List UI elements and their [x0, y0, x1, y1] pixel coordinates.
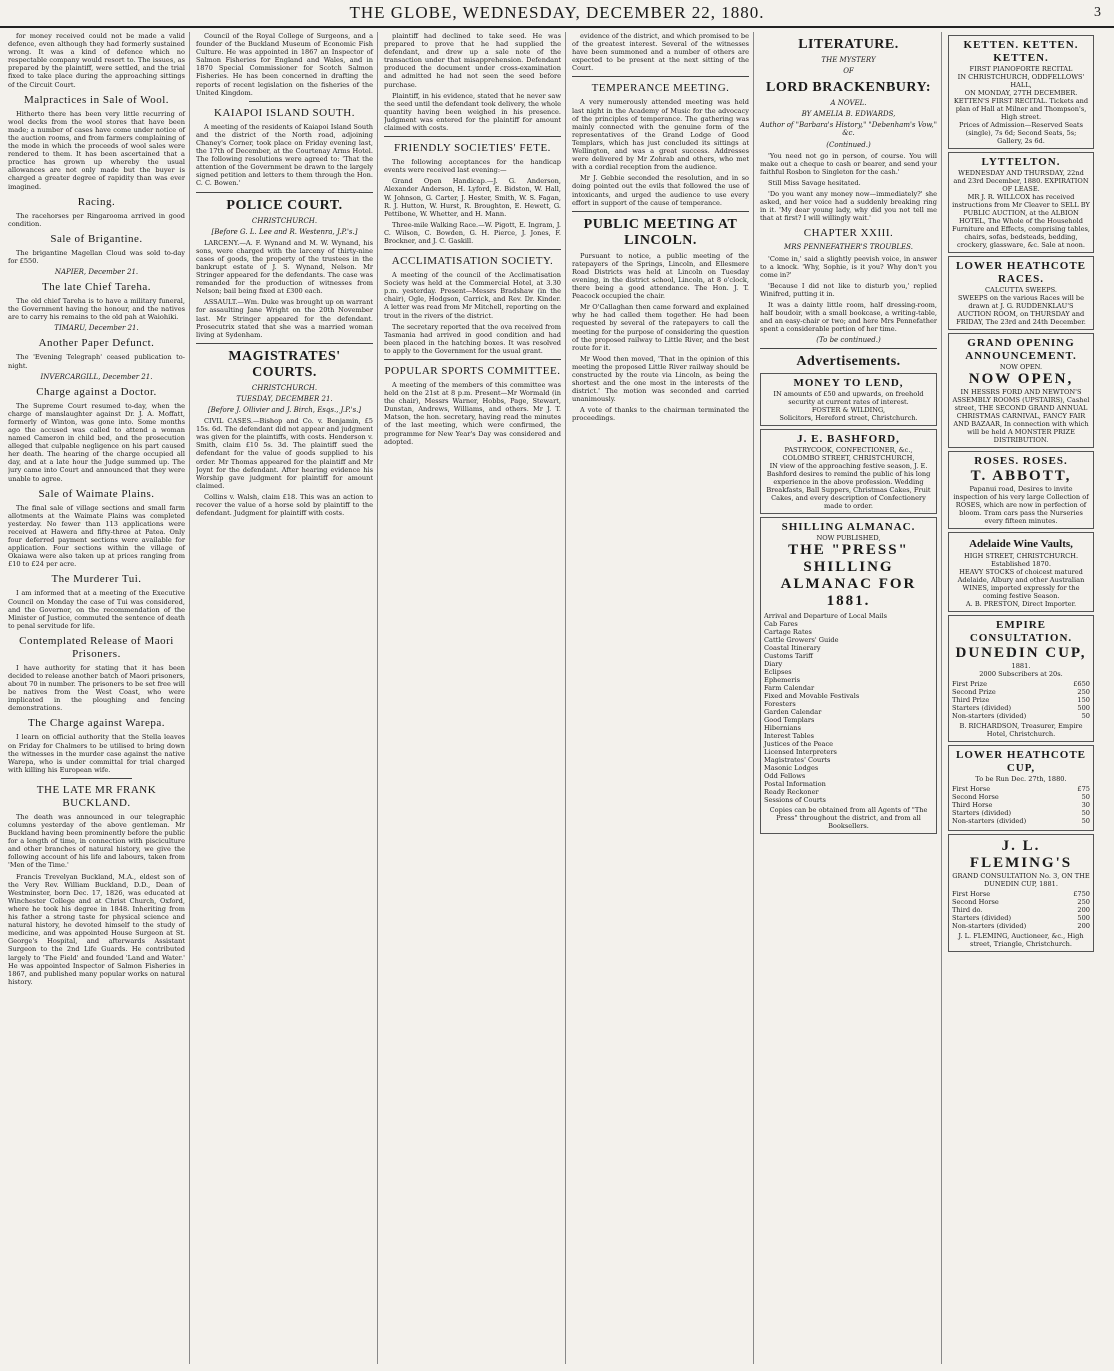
advert-text: Copies can be obtained from all Agents of "The Press" throughout the district, and from all Booksellers.: [769, 806, 928, 831]
prize-row: [952, 898, 1090, 906]
advert-subtitle: WEDNESDAY AND THURSDAY, 22nd and 23rd December, 1880. EXPIRATION OF LEASE.: [953, 169, 1089, 193]
advert-firm: A. B. PRESTON, Direct Importer.: [965, 600, 1077, 608]
article-text: The old chief Tareha is to have a military funeral, the Government having the honour, and the natives are to carry his remains to the old pah at Waiohiki.: [8, 297, 185, 322]
prize-label: Starters (divided): [952, 914, 1012, 922]
list-item: Cab Fares: [764, 620, 798, 629]
page-number: 3: [1094, 5, 1102, 20]
article-heading: Contemplated Release of Maori Prisoners.: [19, 634, 174, 660]
column-3: [384, 32, 566, 1364]
article-text: The death was announced in our telegraphic columns yesterday of the above gentleman. Mr Buckland having been prominently before the public for a length of time, in connection with pisciculture and other branches of natural history, we give the following account of his life and labours, taken from 'Men of the Time.': [8, 812, 185, 870]
advert-title: MONEY TO LEND,: [793, 377, 904, 390]
prize-amount: 50: [1081, 817, 1090, 825]
list-item: Foresters: [764, 700, 796, 709]
advert-text: IN HESSRS FORD AND NEWTON'S ASSEMBLY ROOMS (UPSTAIRS), Cashel street, THE SECOND GRAND ANNUAL CHRISTMAS CARNIVAL, FANCY FAIR AND BAZAAR, In connection with which will be held A MONSTER PRIZE DISTRIBUTION.: [952, 388, 1090, 444]
list-item: Good Templars: [764, 716, 815, 725]
prize-row: [952, 793, 1090, 801]
article-heading: Another Paper Defunct.: [38, 337, 155, 350]
article-subheading: [Before G. L. Lee and R. Westenra, J.P.'s.]: [211, 227, 358, 236]
list-item: Arrival and Departure of Local Mails: [764, 612, 888, 621]
column-4: [572, 32, 754, 1364]
advert-headline: J. L. FLEMING'S: [969, 838, 1073, 871]
article-text: I learn on official authority that the Stella leaves on Friday for Chalmers to be utilised to bring down the witnesses in the murder case against the native Warepa, who is under committal for trial charged with killing his European wife.: [8, 733, 185, 774]
advert-title: J. E. BASHFORD,: [797, 433, 900, 446]
prize-row: [952, 785, 1090, 793]
prize-amount: 200: [1077, 922, 1090, 930]
advert-prices: Prices of Admission—Reserved Seats (single), 7s 6d; Second Seats, 5s; Gallery, 2s 6d.: [959, 121, 1083, 145]
prize-label: Starters (divided): [952, 704, 1012, 712]
section-heading-literature: LITERATURE.: [798, 37, 899, 52]
prize-amount: £750: [1073, 890, 1090, 898]
advert-lyttelton-sale: [948, 152, 1094, 253]
article-heading: TEMPERANCE MEETING.: [591, 82, 730, 95]
list-item: Licensed Interpreters: [764, 748, 837, 757]
prize-amount: 250: [1077, 688, 1090, 696]
article-heading: THE LATE MR FRANK BUCKLAND.: [36, 783, 157, 809]
prize-label: Third do.: [952, 906, 983, 914]
article-heading: POPULAR SPORTS COMMITTEE.: [384, 365, 561, 377]
article-text: The secretary reported that the ova received from Tasmania had arrived in good condition and had been placed in the hatching boxes. It was resolved to apply to the Government for the usual grant.: [384, 322, 561, 355]
advert-text: SWEEPS on the various Races will be drawn at J. G. RUDDENKLAU'S AUCTION ROOM, on THURSDAY and FRIDAY, The 23rd and 24th December.: [956, 294, 1086, 326]
serial-subtitle: OF: [843, 67, 854, 76]
prize-row: [952, 817, 1090, 825]
prize-amount: 500: [1077, 704, 1090, 712]
prize-label: Starters (divided): [952, 809, 1012, 817]
article-text: Mr O'Callaghan then came forward and explained why he had called them together. He had been requested by several of the ratepayers to call the meeting for the purpose of considering the question of the proposed railway to Little River, and the best route for it.: [572, 303, 749, 352]
prize-list: [952, 785, 1090, 825]
advertisements-heading: Advertisements.: [796, 354, 901, 370]
column-6-advertisements: [948, 32, 1098, 1364]
list-item: Garden Calendar: [764, 708, 822, 717]
prize-row: [952, 801, 1090, 809]
article-subheading: CHRISTCHURCH.: [251, 216, 318, 225]
article-text: 'Come in,' said a slightly peevish voice, in answer to a knock. 'Why, Sophie, is it you? Why don't you come in?': [760, 254, 937, 279]
advert-adelaide-wine-vaults: [948, 532, 1094, 612]
prize-label: Non-starters (divided): [952, 817, 1027, 825]
article-text: Francis Trevelyan Buckland, M.A., eldest son of the Very Rev. William Buckland, D.D., Dean of Westminster, born Dec. 17, 1826, was educated at Winchester College and at Christ Church, Oxford, where he took his degree in 1848. Inheriting from his father a strong taste for physical science and natural history, he devoted himself to the study of medicine, and was appointed House Surgeon at St. George's Hospital, and afterwards Assistant Surgeon to the 2nd Life Guards. He contributed largely to 'The Field' and founded 'Land and Water.' He was appointed Inspector of Salmon Fisheries in 1867, and published many popular works on natural history.: [8, 872, 185, 986]
list-item: Cartage Rates: [764, 628, 812, 637]
advert-title: Adelaide Wine Vaults,: [969, 538, 1073, 550]
article-heading: Sale of Brigantine.: [50, 232, 143, 245]
advert-ketten-recital: [948, 35, 1094, 149]
article-text: The 'Evening Telegraph' ceased publication to-night.: [8, 353, 185, 370]
article-text: 'You need not go in person, of course. You will make out a cheque to cash or bearer, and send your faithful Rosbon to Singleton for the cash.': [760, 151, 937, 176]
list-item: Justices of the Peace: [764, 740, 834, 749]
divider: [572, 211, 749, 212]
advert-subtitle: NOW PUBLISHED,: [816, 534, 881, 543]
list-item: Coastal Itinerary: [764, 644, 821, 653]
advert-headline: NOW OPEN,: [968, 371, 1074, 387]
article-text: I am informed that at a meeting of the Executive Council on Monday the case of Tui was considered, and the Governor, on the recommendation of the Minister of Justice, commuted the sentence of death to penal servitude for life.: [8, 589, 185, 630]
chapter-heading: CHAPTER XXIII.: [803, 227, 894, 240]
article-text: for money received could not be made a valid defence, even although they had formerly sustained wrong. It was a kind of defence which no respectable company would resort to. The issues, as prepared by the plaintiff, were settled, and the trial fixed to take place during the approaching sittings of the Circuit Court.: [8, 32, 185, 89]
prize-label: Third Horse: [952, 801, 993, 809]
article-heading: POLICE COURT.: [226, 197, 343, 213]
prize-row: [952, 809, 1090, 817]
prize-list: [952, 890, 1090, 930]
divider: [384, 249, 561, 250]
article-text: Plaintiff, in his evidence, stated that he never saw the seed until the defendant took delivery, the whole quantity having been weighed in his presence. Judgment was entered for the plaintiff for amount claimed with costs.: [384, 91, 561, 133]
serial-byline: Author of "Barbara's History," "Debenham's Vow," &c.: [760, 121, 937, 138]
advert-text: 2000 Subscribers at 20s.: [979, 670, 1063, 678]
serial-subtitle: A NOVEL.: [830, 99, 867, 108]
list-item: Eclipses: [764, 668, 792, 677]
advert-text: IN view of the approaching festive season, J. E. Bashford desires to remind the public of his long experience in the above profession. Wedding Breakfasts, Ball Suppers, Christmas Cakes, Fruit Cakes, and every description of Confectionery made to order.: [766, 462, 931, 511]
prize-amount: 50: [1081, 809, 1090, 817]
article-subheading: [Before J. Ollivier and J. Birch, Esqs., J.P.'s.]: [207, 406, 362, 414]
advert-headline: THE "PRESS" SHILLING ALMANAC FOR 1881.: [780, 542, 917, 610]
column-1: [8, 32, 190, 1364]
article-heading: The Murderer Tui.: [51, 573, 142, 586]
article-text: A very numerously attended meeting was held last night in the Academy of Music for the advocacy of the principles of temperance. The gathering was mainly connected with the genuine form of the representatives of the Grand Lodge of Good Templars, which has just concluded its sittings at Wellington, and was a great success. Addresses were delivered by Mr Zohrab and others, who met with a cordial reception from the audience.: [572, 98, 749, 172]
prize-row: [952, 890, 1090, 898]
dateline: TIMARU, December 21.: [54, 324, 139, 333]
prize-amount: 30: [1081, 801, 1090, 809]
prize-amount: £75: [1077, 785, 1090, 793]
article-text: ASSAULT.—Wm. Duke was brought up on warrant for assaulting Jane Wright on the 20th November last. Mr Stringer appeared for the defendant. Prosecutrix stated that she was a married woman living at Sydenham.: [196, 298, 373, 339]
advert-text: MR J. R. WILLCOX has received instructions from Mr Cleaver to SELL BY PUBLIC AUCTION, at the ALBION HOTEL, The Whole of the Household Furniture and Effects, comprising tables, chairs, sofas, bedsteads, bedding, crockery, glassware, &c. Sale at noon.: [952, 193, 1090, 249]
article-text: The following acceptances for the handicap events were received last evening:—: [384, 158, 561, 175]
prize-label: Second Prize: [952, 688, 996, 696]
article-text: It was a dainty little room, half dressing-room, half boudoir, with a small bookcase, a writing-table, and an easy-chair or two; and here Mrs Pennefather spent a considerable portion of her time.: [760, 300, 937, 334]
article-heading: The late Chief Tareha.: [42, 281, 151, 294]
article-date: TUESDAY, DECEMBER 21.: [236, 394, 333, 403]
column-5: [760, 32, 942, 1364]
advert-firm: B. RICHARDSON, Treasurer, Empire Hotel, Christchurch.: [959, 722, 1083, 738]
article-text: The racehorses per Ringarooma arrived in good condition.: [8, 211, 185, 228]
advert-title: KETTEN. KETTEN. KETTEN.: [963, 39, 1079, 64]
advert-firm: J. L. FLEMING, Auctioneer, &c., High street, Triangle, Christchurch.: [958, 932, 1084, 948]
prize-row: [952, 688, 1090, 696]
prize-row: [952, 906, 1090, 914]
advert-bashford: [760, 429, 937, 514]
list-item: Ephemeris: [764, 676, 800, 685]
advert-subtitle: To be Run Dec. 27th, 1880.: [975, 775, 1067, 783]
list-item: Diary: [764, 660, 783, 669]
serial-title: LORD BRACKENBURY:: [765, 80, 931, 96]
prize-label: Third Prize: [952, 696, 990, 704]
divider: [61, 778, 132, 779]
article-heading: The Charge against Warepa.: [28, 717, 165, 730]
divider: [384, 359, 561, 360]
article-text: Mr Wood then moved, 'That in the opinion of this meeting the proposed Little River railway should be constructed by the route via Lincoln, as being the shortest and the one most in the interests of the district.' The motion was seconded and carried unanimously.: [572, 354, 749, 404]
prize-label: Second Horse: [952, 898, 999, 906]
prize-amount: 150: [1077, 696, 1090, 704]
article-text: Grand Open Handicap.—J. G. Anderson, Alexander Anderson, H. Lyford, E. Bidston, W. Hall, W. Johnson, G. Carter, J. Hester, Smith, W. S. Fagan, R. J. Hutton, W. Hurst, R. Broughton, E. Hewett, G. Pettibone, W. Whetter, and H. Mann.: [384, 177, 561, 218]
advert-place: IN CHRISTCHURCH, ODDFELLOWS' HALL,: [957, 73, 1085, 89]
divider: [760, 348, 937, 349]
advert-heathcote-races: [948, 256, 1094, 330]
list-item: Cattle Growers' Guide: [764, 636, 839, 645]
prize-amount: 200: [1077, 906, 1090, 914]
list-item: Odd Fellows: [764, 772, 806, 781]
prize-amount: £650: [1073, 680, 1090, 688]
article-text: Council of the Royal College of Surgeons, and a founder of the Buckland Museum of Economic Fish Culture. He was appointed in 1867 an Inspector of Salmon Fisheries for England and Wales, and in 1870 Special Commissioner for Scotch Salmon Fisheries. He has been concerned in drafting the reports of recent legislation on the fisheries of the United Kingdom.: [196, 32, 373, 97]
article-heading: ACCLIMATISATION SOCIETY.: [391, 255, 554, 268]
advert-text: HEAVY STOCKS of choicest matured Adelaide, Albury and other Australian WINES, imported expressly for the coming festive Season.: [957, 568, 1085, 600]
prize-amount: 500: [1077, 914, 1090, 922]
prize-label: First Prize: [952, 680, 988, 688]
prize-label: Second Horse: [952, 793, 999, 801]
advert-headline: T. ABBOTT,: [970, 468, 1072, 484]
advert-money-to-lend: [760, 373, 937, 426]
article-text: Collins v. Walsh, claim £18. This was an action to recover the value of a horse sold by plaintiff to the defendant. Judgment for plaintiff with costs.: [196, 492, 373, 518]
advert-title: GRAND OPENING ANNOUNCEMENT.: [965, 337, 1077, 362]
masthead: [0, 0, 1114, 28]
article-heading: KAIAPOI ISLAND SOUTH.: [214, 106, 355, 119]
article-heading: Racing.: [77, 195, 116, 208]
list-item: Ready Reckoner: [764, 788, 819, 797]
dateline: NAPIER, December 21.: [54, 267, 139, 276]
prize-label: First Horse: [952, 785, 991, 793]
article-heading: Sale of Waimate Plains.: [38, 487, 155, 500]
list-item: Sessions of Courts: [764, 796, 826, 805]
article-text: A vote of thanks to the chairman terminated the proceedings.: [572, 406, 749, 423]
advert-title: LYTTELTON.: [981, 156, 1061, 168]
advert-text: IN amounts of £50 and upwards, on freehold security at current rates of interest.: [773, 390, 924, 407]
article-text: evidence of the district, and which promised to be of the greatest interest. Several of the witnesses have been summoned and a number of others are expected to be present at the next sitting of the Court.: [572, 32, 749, 73]
prize-row: [952, 914, 1090, 922]
prize-amount: 50: [1081, 793, 1090, 801]
advert-grand-opening: [948, 333, 1094, 448]
advert-title: EMPIRE CONSULTATION.: [969, 619, 1073, 644]
list-item: Postal Information: [764, 780, 826, 789]
list-item: Hibernians: [764, 724, 802, 733]
article-heading: MAGISTRATES' COURTS.: [228, 348, 341, 380]
advert-roses: [948, 451, 1094, 529]
article-text: The Supreme Court resumed to-day, when the charge of manslaughter against Dr. J. A. Moffatt, formerly of Winton, was gone into. Some months ago the accused was called to attend a woman named Cameron in child bed, and the prosecution alleged that culpable negligence on his part caused her death. The hearing of the charge occupied all day, and at a late hour the Judge summed up. The jury came into Court and announced that they were unable to agree.: [8, 401, 185, 483]
article-text: LARCENY.—A. F. Wynand and M. W. Wynand, his sons, were charged with the larceny of thirty-nine cases of goods, the property of the trustees in the bankrupt estate of J. S. Wynand, Nelson. Mr Stringer appeared for the defendants. The case was remanded for the production of witnesses from Nelson; bail being fixed at £300 each.: [196, 238, 373, 296]
prize-label: First Horse: [952, 890, 991, 898]
article-subheading: CHRISTCHURCH.: [251, 383, 318, 392]
advert-subtitle: CALCUTTA SWEEPS.: [985, 286, 1057, 294]
almanac-contents-list: [764, 612, 933, 804]
newspaper-columns: [8, 32, 1108, 1364]
list-item: Masonic Lodges: [764, 764, 819, 773]
article-heading: PUBLIC MEETING AT LINCOLN.: [583, 216, 738, 248]
advert-date: ON MONDAY, 27TH DECEMBER.: [964, 89, 1078, 97]
article-text: Pursuant to notice, a public meeting of the ratepayers of the Springs, Lincoln, and Ellesmere Road Districts was held at Lincoln on Tuesday evening, in the district school, Lincoln, at 8 o'clock, there being a good attendance. The Hon. J. T. Peacock occupied the chair.: [572, 251, 749, 301]
list-item: Fixed and Movable Festivals: [764, 692, 860, 701]
article-text: Three-mile Walking Race.—W. Pigott, E. Ingram, J. C. Wilson, C. Bowden, G. H. Pierce, J. Jones, F. Brockner, and J. C. Gaskill.: [384, 220, 561, 245]
serial-subtitle: THE MYSTERY: [821, 56, 876, 64]
article-text: Hitherto there has been very little recurring of wool decks from the wool stores that have been made; a number of cases have come under notice of the auction rooms, and from farmers complaining of the mode in which the proceeds of wool sales were rendered to them. It has been ascertained that a practice has grown up whereby the usual allowances are not only made but the buyer is charged a greater degree of rapidity than was ever imagined.: [8, 109, 185, 191]
column-2: [196, 32, 378, 1364]
article-text: A meeting of the council of the Acclimatisation Society was held at the Commercial Hotel, at 3.30 p.m. yesterday. Present—Messrs Bradshaw (in the chair), Ogle, Hodgson, Carrick, and Rev. Dr. Kinder. A letter was read from Mr Mitchell, reporting on the trout in the rivers of the district.: [384, 271, 561, 320]
article-text: 'Because I did not like to disturb you,' replied Winifred, putting it in.: [760, 281, 937, 298]
article-heading: Charge against a Doctor.: [36, 385, 157, 398]
prize-list: [952, 680, 1090, 720]
serial-continued: (Continued.): [826, 140, 871, 149]
masthead-title: THE GLOBE, WEDNESDAY, DECEMBER 22, 1880.: [349, 3, 765, 22]
advert-shilling-almanac: [760, 517, 937, 834]
serial-continued: (To be continued.): [816, 336, 881, 345]
article-text: A meeting of the members of this committee was held on the 21st at 8 p.m. Present—Mr Wormald (in the chair), Messrs Warner, Hobbs, Page, Stewart, Dunstan, Andrews, Williams, and others. Mr J. T. Matson, the hon. secretary, having read the minutes of the last meeting, which were confirmed, the programme for New Year's Day was considered and adopted.: [384, 381, 561, 446]
advert-title: SHILLING ALMANAC.: [781, 521, 916, 534]
advert-title: ROSES. ROSES.: [974, 455, 1068, 467]
article-text: CIVIL CASES.—Bishop and Co. v. Benjamin, £5 15s. 6d. The defendant did not appear and judgment was given for the plaintiffs, with costs. Henderson v. Smith, claim £10 5s. 3d. The plaintiff sued the defendant for the value of goods supplied to his order. Mr Thomas appeared for the plaintiff and Mr Joynt for the defendant. After hearing evidence his Worship gave judgment for plaintiff for amount claimed.: [196, 417, 373, 490]
article-text: 'Do you want any money now—immediately?' she asked, and her voice had a suddenly breaking ring in it. 'My dear young lady, why did you not tell me that at first? I will willingly wait.': [760, 190, 937, 223]
article-text: The brigantine Magellan Cloud was sold to-day for £550.: [8, 248, 185, 265]
prize-amount: 250: [1077, 898, 1090, 906]
advert-subtitle: NOW OPEN.: [999, 363, 1043, 371]
advert-address: Solicitors, Hereford street, Christchurch.: [779, 414, 918, 423]
advert-title: LOWER HEATHCOTE CUP,: [955, 749, 1086, 774]
dateline: INVERCARGILL, December 21.: [40, 372, 153, 381]
advert-year: 1881.: [1011, 662, 1031, 670]
advert-text: Papanui road, Desires to invite inspection of his very large Collection of ROSES, which are now in perfection of bloom. Tram cars pass the Nurseries every fifteen minutes.: [953, 485, 1089, 525]
advert-text: KETTEN'S FIRST RECITAL. Tickets and plan of Hall at Milner and Thompson's, High street.: [953, 97, 1089, 121]
advert-fleming-consultation: [948, 834, 1094, 952]
list-item: Magistrates' Courts: [764, 756, 831, 765]
prize-row: [952, 680, 1090, 688]
article-heading: FRIENDLY SOCIETIES' FETE.: [394, 142, 551, 155]
divider: [572, 76, 749, 77]
article-text: plaintiff had declined to take seed. He was prepared to prove that he had supplied the defendant, and drew up a sale note of the transaction under that misapprehension. Defendant produced the document under cross-examination and admitted he had not seen the seed before purchase.: [384, 32, 561, 89]
advert-subtitle: PASTRYCOOK, CONFECTIONER, &c.,: [784, 446, 913, 455]
prize-label: Non-starters (divided): [952, 922, 1027, 930]
prize-row: [952, 696, 1090, 704]
divider: [196, 343, 373, 344]
divider: [384, 136, 561, 137]
advert-title: LOWER HEATHCOTE RACES.: [955, 260, 1086, 285]
divider: [249, 101, 320, 102]
advert-address: COLOMBO STREET, CHRISTCHURCH,: [782, 454, 915, 463]
article-text: Still Miss Savage hesitated.: [768, 178, 861, 187]
advert-lower-heathcote-cup: [948, 745, 1094, 831]
advert-subtitle: FIRST PIANOFORTE RECITAL: [969, 65, 1073, 73]
article-text: A meeting of the residents of Kaiapoi Island South and the district of the North road, adjoining Chaney's Corner, took place on Friday evening last, the 17th of December, at the Courtenay Arms Hotel. The following resolutions were agreed to: 'That the attention of the Government be drawn to the largely signed petition and letters to them through the Hon. C. C. Bowen.': [196, 122, 373, 188]
article-text: The final sale of village sections and small farm allotments at the Waimate Plains was completed yesterday. No fewer than 113 applications were received at Hawera and fifty-three at Patea. Only four deferred payment sections were available for application. Four sections within the village of Okaiawa were also taken up at prices ranging from £10 to £24 per acre.: [8, 503, 185, 569]
list-item: Farm Calendar: [764, 684, 815, 693]
list-item: Interest Tables: [764, 732, 815, 741]
prize-label: Non-starters (divided): [952, 712, 1027, 720]
prize-row: [952, 712, 1090, 720]
prize-row: [952, 922, 1090, 930]
prize-amount: 50: [1081, 712, 1090, 720]
prize-row: [952, 704, 1090, 712]
advert-headline: DUNEDIN CUP,: [955, 645, 1087, 661]
article-text: I have authority for stating that it has been decided to release another batch of Maori prisoners, about 70 in number. The prisoners to be set free will be natives from the West Coast, who were implicated in the ploughing and fencing demonstrations.: [8, 663, 185, 713]
advert-subtitle: HIGH STREET, CHRISTCHURCH.: [963, 552, 1079, 560]
advert-firm: FOSTER & WILDING,: [811, 406, 886, 415]
list-item: Customs Tariff: [764, 652, 813, 661]
serial-byline: BY AMELIA B. EDWARDS,: [801, 110, 896, 119]
advert-empire-consultation: [948, 615, 1094, 742]
advert-established: Established 1870.: [991, 560, 1051, 568]
chapter-subtitle: MRS PENNEFATHER'S TROUBLES.: [784, 243, 913, 252]
article-text: Mr J. Gebbie seconded the resolution, and in so doing pointed out the evils that followed the use of intoxicants, and urged the audience to use every effort in support of the cause of temperance.: [572, 174, 749, 207]
advert-text: GRAND CONSULTATION No. 3, ON THE DUNEDIN CUP, 1881.: [952, 872, 1090, 888]
divider: [196, 192, 373, 193]
article-heading: Malpractices in Sale of Wool.: [23, 93, 170, 106]
